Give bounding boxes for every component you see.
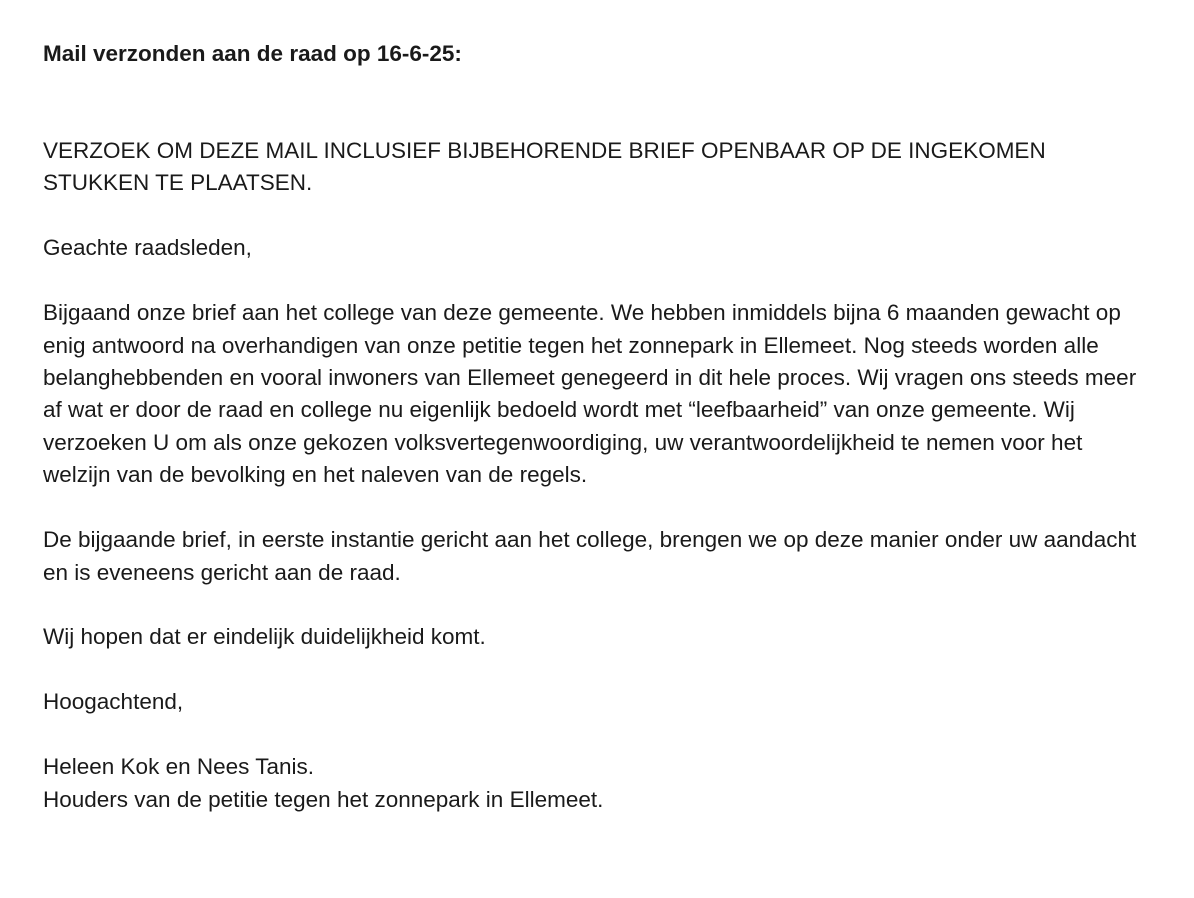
body-paragraph-2: De bijgaande brief, in eerste instantie gericht aan het college, brengen we op deze manier onder uw aandacht en is eveneens gericht aan de raad. xyxy=(43,527,1137,585)
salutation: Geachte raadsleden, xyxy=(43,235,252,261)
mail-document xyxy=(43,38,1153,816)
body-paragraph-3: Wij hopen dat er eindelijk duidelijkheid komt. xyxy=(43,624,486,650)
closing: Hoogachtend, xyxy=(43,689,184,715)
publication-request: VERZOEK OM DEZE MAIL INCLUSIEF BIJBEHORENDE BRIEF OPENBAAR OP DE INGEKOMEN STUKKEN TE PLAATSEN. xyxy=(43,138,1046,196)
body-paragraph-1: Bijgaand onze brief aan het college van deze gemeente. We hebben inmiddels bijna 6 maanden gewacht op enig antwoord na overhandigen van onze petitie tegen het zonnepark in Ellemeet. Nog steeds worden alle belanghebbenden en vooral inwoners van Ellemeet genegeerd in dit hele proces. Wij vragen ons steeds meer af wat er door de raad en college nu eigenlijk bedoeld wordt met “leefbaarheid” van onze gemeente. Wij verzoeken U om als onze gekozen volksvertegenwoordiging, uw verantwoordelijkheid te nemen voor het welzijn van de bevolking en het naleven van de regels. xyxy=(43,300,1137,488)
signature-names: Heleen Kok en Nees Tanis. xyxy=(43,754,314,780)
signature-block xyxy=(43,751,1153,816)
signature-role: Houders van de petitie tegen het zonnepark in Ellemeet. xyxy=(43,786,604,812)
mail-heading: Mail verzonden aan de raad op 16-6-25: xyxy=(43,41,462,66)
